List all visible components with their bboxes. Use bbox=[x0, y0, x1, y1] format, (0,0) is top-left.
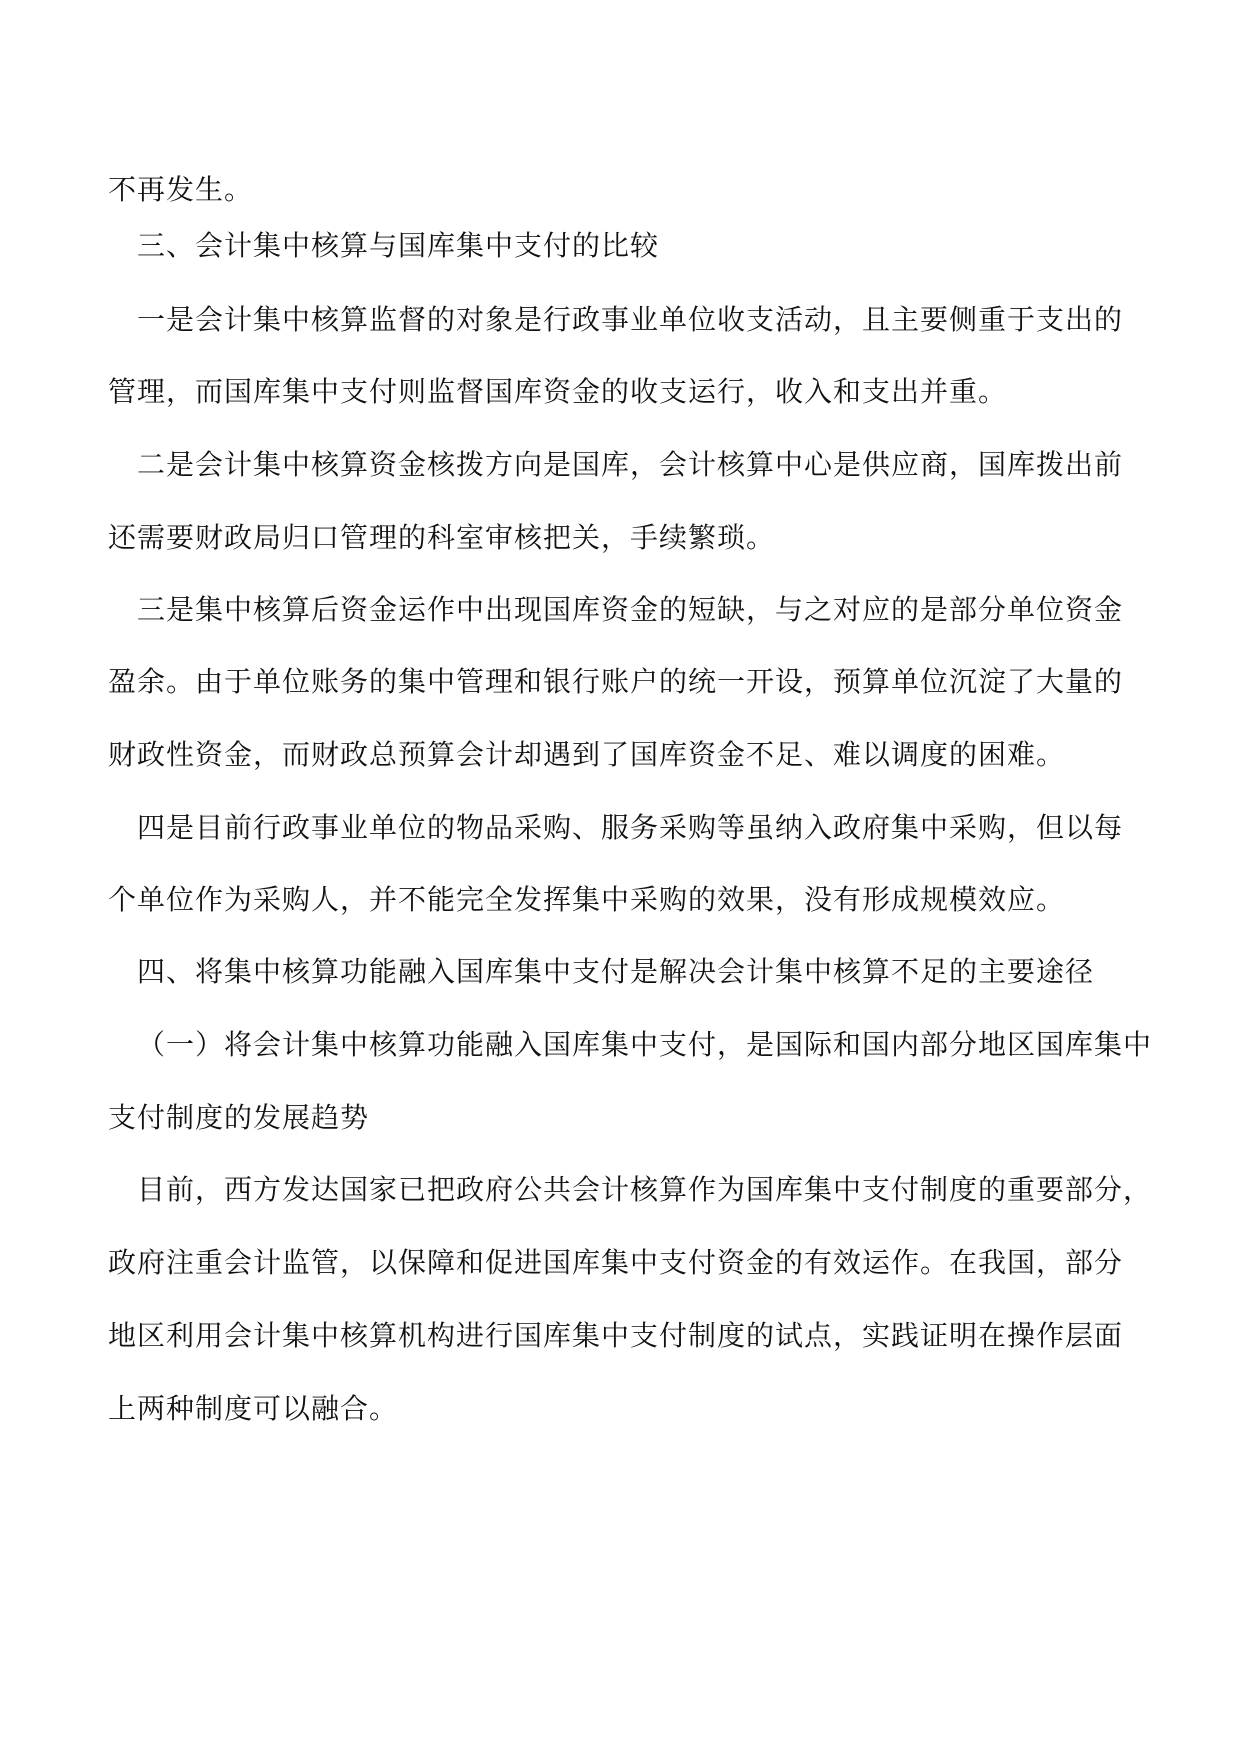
text-line: 一是会计集中核算监督的对象是行政事业单位收支活动，且主要侧重于支出的 bbox=[137, 303, 1124, 336]
section-heading: 四、将集中核算功能融入国库集中支付是解决会计集中核算不足的主要途径 bbox=[137, 955, 1095, 988]
subsection-heading-continued: 支付制度的发展趋势 bbox=[108, 1101, 370, 1134]
text-line: 财政性资金，而财政总预算会计却遇到了国库资金不足、难以调度的困难。 bbox=[108, 738, 1066, 771]
text-line: 不再发生。 bbox=[108, 173, 254, 206]
subsection-heading: （一）将会计集中核算功能融入国库集中支付，是国际和国内部分地区国库集中 bbox=[137, 1028, 1153, 1061]
text-line: 三是集中核算后资金运作中出现国库资金的短缺，与之对应的是部分单位资金 bbox=[137, 593, 1124, 626]
text-line: 四是目前行政事业单位的物品采购、服务采购等虽纳入政府集中采购，但以每 bbox=[137, 811, 1124, 844]
text-line: 二是会计集中核算资金核拨方向是国库，会计核算中心是供应商，国库拨出前 bbox=[137, 448, 1124, 481]
section-heading: 三、会计集中核算与国库集中支付的比较 bbox=[137, 229, 660, 262]
text-line: 目前，西方发达国家已把政府公共会计核算作为国库集中支付制度的重要部分， bbox=[137, 1173, 1153, 1206]
text-line: 管理，而国库集中支付则监督国库资金的收支运行，收入和支出并重。 bbox=[108, 375, 1008, 408]
text-line: 政府注重会计监管，以保障和促进国库集中支付资金的有效运作。在我国，部分 bbox=[108, 1246, 1124, 1279]
text-line: 盈余。由于单位账务的集中管理和银行账户的统一开设，预算单位沉淀了大量的 bbox=[108, 665, 1124, 698]
text-line: 还需要财政局归口管理的科室审核把关，手续繁琐。 bbox=[108, 521, 776, 554]
text-line: 上两种制度可以融合。 bbox=[108, 1392, 399, 1425]
text-line: 地区利用会计集中核算机构进行国库集中支付制度的试点，实践证明在操作层面 bbox=[108, 1319, 1124, 1352]
text-line: 个单位作为采购人，并不能完全发挥集中采购的效果，没有形成规模效应。 bbox=[108, 883, 1066, 916]
